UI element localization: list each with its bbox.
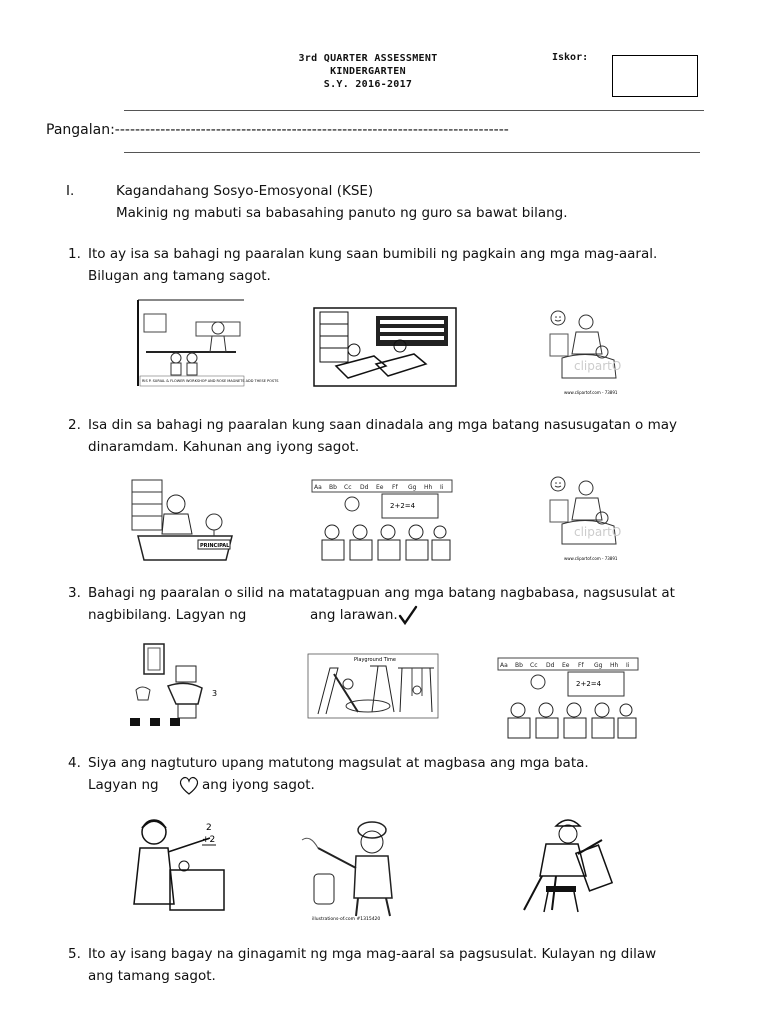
svg-text:Cc: Cc (530, 662, 538, 669)
question-text: dinaramdam. Kahunan ang iyong sagot. (88, 439, 360, 455)
classroom-illustration[interactable] (498, 656, 638, 742)
svg-text:+2: +2 (202, 835, 216, 845)
score-box[interactable] (612, 55, 698, 97)
firefighter-caption: illustrations-of.com #1315420 (312, 917, 381, 922)
question-text: ang iyong sagot. (202, 777, 315, 793)
firefighter-illustration[interactable] (298, 818, 418, 922)
question-number: 1. (68, 246, 81, 262)
question-text: Ito ay isang bagay na ginagamit ng mga mag-aaral sa pagsusulat. Kulayan ng dilaw (88, 946, 657, 962)
playground-caption: Playground Time (354, 657, 396, 663)
teacher-illustration[interactable] (120, 814, 224, 910)
header-divider (124, 110, 704, 111)
svg-text:3: 3 (212, 689, 218, 698)
question-text: Lagyan ng (88, 777, 159, 793)
svg-text:Gg: Gg (594, 662, 603, 669)
library-illustration[interactable] (314, 308, 456, 386)
svg-text:Cc: Cc (344, 484, 352, 491)
name-field-label[interactable]: Pangalan:------------------------------------------------------------------------------ (46, 122, 509, 138)
svg-text:Ff: Ff (578, 662, 584, 669)
assessment-header (278, 52, 458, 91)
svg-text:Dd: Dd (360, 484, 369, 491)
svg-text:Aa: Aa (500, 662, 508, 669)
question-text: Siya ang nagtuturo upang matutong magsulat at magbasa ang mga bata. (88, 755, 589, 771)
header-grade: KINDERGARTEN (330, 66, 406, 77)
svg-text:Ff: Ff (392, 484, 398, 491)
svg-text:clipartO: clipartO (574, 525, 622, 539)
svg-text:Ee: Ee (562, 662, 570, 669)
carpenter-illustration[interactable] (516, 814, 612, 914)
clipart-caption: www.clipartof.com - 73891 (564, 556, 618, 561)
question-text: Bilugan ang tamang sagot. (88, 268, 271, 284)
question-number: 4. (68, 755, 81, 771)
header-school-year: S.Y. 2016-2017 (323, 79, 413, 90)
svg-text:Ee: Ee (376, 484, 384, 491)
question-text: Bahagi ng paaralan o silid na matatagpuan ang mga batang nagbabasa, nagsusulat at (88, 585, 675, 601)
question-text: Isa din sa bahagi ng paaralan kung saan dinadala ang mga batang nasusugatan o may (88, 417, 677, 433)
question-number: 5. (68, 946, 81, 962)
question-number: 2. (68, 417, 81, 433)
checkmark-icon (398, 604, 418, 626)
svg-text:Dd: Dd (546, 662, 555, 669)
principal-office-illustration[interactable] (128, 478, 238, 562)
svg-text:2: 2 (206, 823, 212, 833)
question-text: ang larawan. (310, 607, 398, 623)
clipart-caption: www.clipartof.com - 73891 (564, 390, 618, 395)
section-number: I. (66, 183, 75, 199)
canteen-illustration[interactable] (136, 300, 279, 386)
question-text: nagbibilang. Lagyan ng (88, 607, 247, 623)
section-instruction: Makinig ng mabuti sa babasahing panuto ng guro sa bawat bilang. (116, 205, 568, 221)
classroom-illustration[interactable] (312, 478, 452, 564)
header-title: 3rd QUARTER ASSESSMENT (298, 53, 438, 64)
clinic-nurse-illustration[interactable] (542, 474, 634, 564)
name-underline (124, 152, 700, 153)
svg-text:Gg: Gg (408, 484, 417, 491)
svg-text:Bb: Bb (329, 484, 337, 491)
score-label: Iskor: (552, 52, 589, 63)
question-text: ang tamang sagot. (88, 968, 216, 984)
canteen-caption: RIS P. SURIAL & FLOWER WORKSHOP AND ROSE MAGNETS ADD THESE POSTS (142, 379, 279, 383)
svg-text:Ii: Ii (626, 662, 630, 669)
svg-text:Bb: Bb (515, 662, 523, 669)
svg-text:2+2=4: 2+2=4 (390, 502, 416, 510)
heart-icon (178, 776, 200, 796)
comfort-room-illustration[interactable] (128, 642, 228, 728)
clinic-nurse-illustration[interactable] (542, 308, 634, 398)
question-text: Ito ay isa sa bahagi ng paaralan kung saan bumibili ng pagkain ang mga mag-aaral. (88, 246, 658, 262)
svg-text:Hh: Hh (610, 662, 619, 669)
svg-text:Hh: Hh (424, 484, 433, 491)
svg-text:2+2=4: 2+2=4 (576, 680, 602, 688)
svg-text:clipartO: clipartO (574, 359, 622, 373)
playground-illustration[interactable] (308, 654, 438, 724)
svg-text:Ii: Ii (440, 484, 444, 491)
svg-text:Aa: Aa (314, 484, 322, 491)
question-number: 3. (68, 585, 81, 601)
section-title: Kagandahang Sosyo-Emosyonal (KSE) (116, 183, 374, 199)
principal-sign: PRINCIPAL (200, 543, 230, 549)
